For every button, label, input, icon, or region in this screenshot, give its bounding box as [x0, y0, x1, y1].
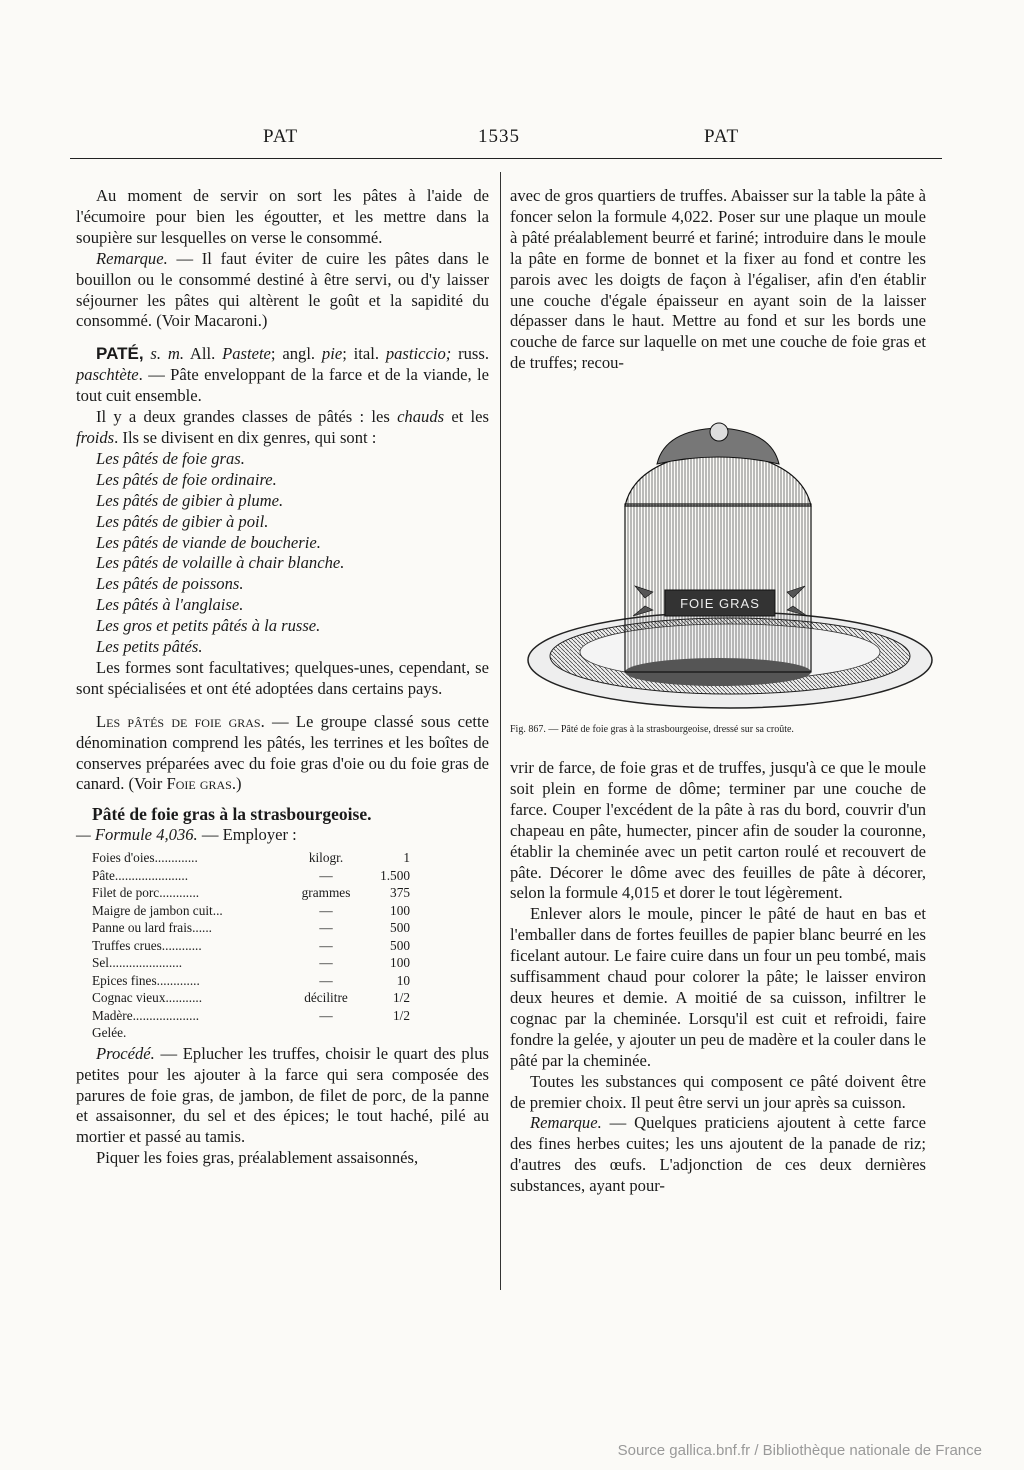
- recipe-title: Pâté de foie gras à la strasbourgeoise.: [92, 804, 372, 825]
- table-row: Madère.................... — 1/2: [92, 1007, 410, 1023]
- list-item: Les pâtés à l'anglaise.: [96, 595, 244, 615]
- pate-crown: [625, 450, 811, 506]
- list-item: Les pâtés de gibier à poil.: [96, 511, 269, 531]
- paragraph: Au moment de servir on sort les pâtes à l'aide de l'écumoire pour bien les égoutter, et les mettre dans la soupière sur lesquelles on verse le consommé.: [76, 186, 489, 247]
- pate-engraving: [525, 420, 935, 720]
- page-number: 1535: [478, 126, 520, 147]
- paragraph: Les formes sont facultatives; quelques-unes, cependant, se sont spécialisées et ont été adoptées dans certains pays.: [76, 657, 489, 698]
- paragraph: Toutes les substances qui composent ce pâté doivent être de premier choix. Il peut être servi un jour après sa cuisson.: [510, 1071, 926, 1112]
- table-row: Truffes crues............ — 500: [92, 937, 410, 953]
- table-row: Foies d'oies............. kilogr. 1: [92, 850, 410, 866]
- paragraph: Piquer les foies gras, préalablement assaisonnés,: [96, 1148, 419, 1168]
- figure-label: FOIE GRAS: [680, 596, 760, 611]
- header-rule: [70, 158, 942, 159]
- running-head-right: PAT: [704, 126, 740, 147]
- table-row: Panne ou lard frais...... — 500: [92, 920, 410, 936]
- list-item: Les pâtés de volaille à chair blanche.: [96, 553, 345, 573]
- source-credit: Source gallica.bnf.fr / Bibliothèque nationale de France: [617, 1442, 982, 1459]
- running-head-left: PAT: [263, 126, 299, 147]
- paragraph: Procédé. — Eplucher les truffes, choisir le quart des plus petites pour les ajouter à la farce qui sera composée des parures de foie gras, de jambon, de filet de porc, de la panne et assaisonner, du sel et des épices; le tout haché, pilé au mortier et passé au tamis.: [76, 1043, 489, 1147]
- genre-list: [76, 449, 489, 658]
- formule-line: — Formule 4,036. — Employer :: [76, 825, 297, 845]
- paragraph: vrir de farce, de foie gras et de truffes, jusqu'à ce que le moule soit plein en forme de dôme; terminer par une couche de farce. Couper l'excédent de la pâte à ras du bord, couvrir d'un chapeau en pâte, humecter, pincer afin de souder la couronne, établir la cheminée avec un petit carton roulé et recouvert de pâte. Décorer le dôme avec des feuilles de pâte à décorer, selon la formule 4,015 et dorer le tout légèrement.: [510, 758, 926, 903]
- list-item: Les pâtés de foie ordinaire.: [96, 469, 277, 489]
- list-item: Les pâtés de foie gras.: [96, 448, 245, 468]
- left-column: [76, 186, 489, 1169]
- table-row: Pâte...................... — 1.500: [92, 867, 410, 883]
- list-item: Les petits pâtés.: [96, 637, 203, 657]
- dome-knob: [710, 423, 728, 441]
- paragraph: Enlever alors le moule, pincer le pâté de haut en bas et l'emballer dans de fortes feuilles de papier blanc beurré en les ficelant autour. Le faire cuire dans un four un peu tombé, mais suffisamment chaud pour colorer la pâte; le laisser environ deux heures et demie. A moitié de sa cuisson, infiltrer le cognac par la cheminée. Lorsqu'il est cuit et refroidi, faire fondre la gelée, y ajouter un peu de madère et la couler dans le pâté par la cheminée.: [510, 904, 926, 1070]
- paragraph: Remarque. — Quelques praticiens ajoutent à cette farce des fines herbes cuites; les uns ajoutent de la panade de riz; d'autres des œufs. L'adjonction de ces deux dernières substances, ayant pour-: [510, 1113, 926, 1196]
- paragraph: avec de gros quartiers de truffes. Abaisser sur la table la pâte à foncer selon la formule 4,022. Poser sur une plaque un moule à pâté préalablement beurré et fariné; introduire dans le moule la pâte en forme de bonnet et la fixer au fond et contre les parois avec les doigts de façon à l'égaliser, afin d'en établir une couche d'égale épaisseur en ayant soin de la laisser dépasser dans le haut. Mettre au fond et sur les bords une couche de farce sur laquelle on met une couche de foie gras et de truffes; recou-: [510, 186, 926, 373]
- ingredients-table: [92, 849, 410, 1042]
- paragraph: Les pâtés de foie gras. — Le groupe classé sous cette dénomination comprend les pâtés, les terrines et les boîtes de conserves préparées avec du foie gras d'oie ou du foie gras de canard. (Voir Foie gras.): [76, 711, 489, 794]
- entry-pate: PATÉ, s. m. All. Pastete; angl. pie; ital. pasticcio; russ. paschtète. — Pâte enveloppant de la farce et de la viande, le tout cuit ensemble.: [76, 344, 489, 406]
- figure-caption: Fig. 867. — Pâté de foie gras à la strasbourgeoise, dressé sur sa croûte.: [510, 724, 794, 735]
- paragraph: Il y a deux grandes classes de pâtés : les chauds et les froids. Ils se divisent en dix genres, qui sont :: [76, 407, 489, 447]
- list-item: Les pâtés de poissons.: [96, 574, 244, 594]
- pate-body: [625, 504, 811, 672]
- column-divider: [500, 172, 501, 1290]
- table-row: Cognac vieux........... décilitre 1/2: [92, 990, 410, 1006]
- paragraph: Remarque. — Il faut éviter de cuire les pâtes dans le bouillon ou le consommé destiné à être servi, ou d'y laisser séjourner les pâtes qui altèrent le goût et la sapidité du consommé. (Voir Macaroni.): [76, 248, 489, 331]
- table-row: Epices fines............. — 10: [92, 972, 410, 988]
- list-item: Les pâtés de viande de boucherie.: [96, 532, 321, 552]
- table-row: Sel...................... — 100: [92, 955, 410, 971]
- right-column-bottom: [510, 758, 926, 1197]
- table-row: Gelée.: [92, 1025, 127, 1041]
- table-row: Maigre de jambon cuit... — 100: [92, 902, 410, 918]
- entry-headword: PATÉ,: [96, 344, 144, 364]
- table-row: Filet de porc............ grammes 375: [92, 885, 410, 901]
- list-item: Les pâtés de gibier à plume.: [96, 490, 284, 510]
- list-item: Les gros et petits pâtés à la russe.: [96, 616, 321, 636]
- right-column-top: [510, 186, 926, 374]
